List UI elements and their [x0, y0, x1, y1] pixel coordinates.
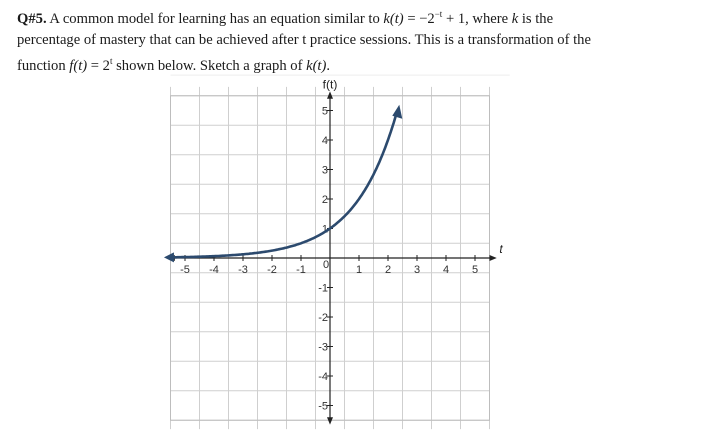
- x-tick-label: 4: [442, 264, 450, 276]
- x-tick-label: -1: [296, 264, 306, 276]
- question-line-1: Q#5. A common model for learning has an equation similar to $k(t) = -2^{-t} + 1$, where k is the: [17, 9, 554, 27]
- x-axis-arrow-right: [490, 255, 497, 261]
- y-tick-label: 5: [321, 105, 328, 118]
- y-tick-label: 3: [321, 164, 328, 177]
- x-axis-label: t: [499, 242, 503, 256]
- y-tick-label: 2: [321, 194, 328, 206]
- y-tick-label: -5: [318, 400, 328, 413]
- y-axis-arrow-down: [327, 417, 333, 424]
- x-tick-label: 3: [413, 264, 421, 276]
- x-tick-label: 5: [471, 264, 479, 276]
- y-tick-label: -3: [318, 341, 328, 354]
- x-tick-label: -2: [267, 264, 277, 276]
- grid: [171, 75, 510, 429]
- curve-arrow-up: [392, 105, 402, 119]
- y-tick-label: 4: [321, 135, 328, 147]
- curve-arrow-left: [164, 252, 174, 262]
- y-tick-label: -1: [318, 282, 328, 295]
- question-number: Q#5.: [17, 10, 47, 27]
- axes: [168, 91, 497, 424]
- y-tick-label: -4: [318, 371, 328, 383]
- tick-labels: [180, 106, 478, 413]
- y-axis-arrow-up: [327, 91, 333, 98]
- curve-f-of-t: [172, 113, 397, 258]
- question-line-2: percentage of mastery that can be achieved after t practice sessions. This is a transformation of the: [17, 31, 591, 48]
- x-tick-label: -4: [209, 264, 219, 276]
- question-line-3: function $f(t) = 2^t$ shown below. Sketch a graph of k(t).: [17, 55, 331, 74]
- y-axis-label: f(t): [322, 77, 338, 92]
- x-tick-label: -3: [238, 264, 248, 276]
- x-tick-label: 0: [322, 259, 330, 271]
- x-tick-label: -5: [180, 264, 190, 276]
- y-tick-label: 1: [321, 223, 328, 236]
- y-tick-label: -2: [318, 312, 328, 324]
- x-tick-label: 1: [355, 264, 363, 276]
- x-tick-label: 2: [384, 264, 392, 276]
